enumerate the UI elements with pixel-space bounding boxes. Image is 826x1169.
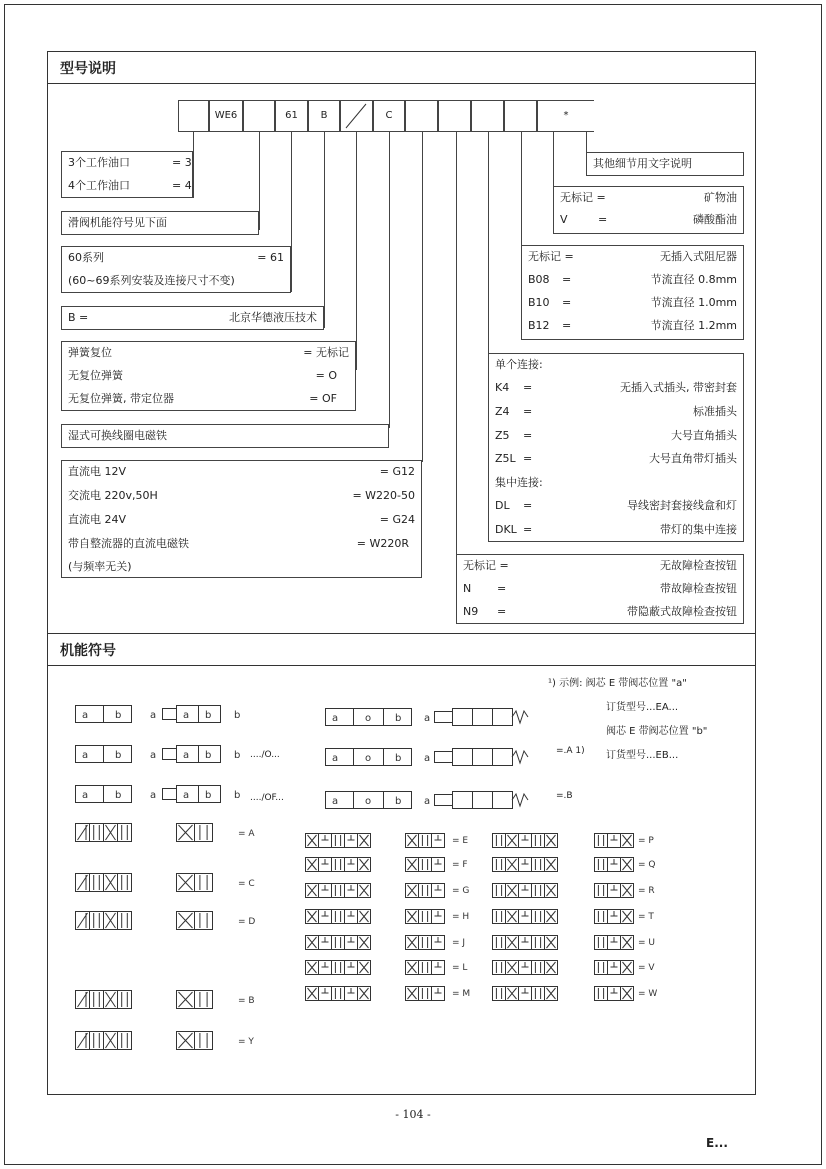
spool-symbol-mid-b <box>405 960 449 976</box>
connector-line <box>488 132 489 354</box>
spool-symbol-left-b <box>176 990 214 1010</box>
svg-text:b: b <box>234 790 241 801</box>
spool-symbol-mid <box>305 960 375 976</box>
oil-key: 无标记 = <box>560 191 606 204</box>
override-eq: = <box>497 582 507 595</box>
spool-symbol-right <box>492 883 562 899</box>
connection-key: Z5L <box>495 452 516 465</box>
footer-mark: E... <box>706 1136 728 1150</box>
override-value: 带故障检查按钮 <box>660 582 737 595</box>
spool-position-b-note: 阀芯 E 带阀芯位置 "b" <box>606 726 708 737</box>
spool-symbol-right <box>492 986 562 1002</box>
spool-symbol-right <box>492 960 562 976</box>
code-cell: B <box>308 100 340 132</box>
brand-box <box>61 306 324 330</box>
svg-text:a: a <box>183 790 190 801</box>
oil-value: 磷酸酯油 <box>693 213 737 226</box>
connection-value: 大号直角带灯插头 <box>649 452 737 465</box>
connection-key: K4 <box>495 381 510 394</box>
svg-text:a: a <box>150 790 157 801</box>
connector-line <box>259 132 260 230</box>
equals-b-label: =.B <box>556 791 573 801</box>
override-key: N9 <box>463 605 479 618</box>
connection-value: 导线密封套接线盒和灯 <box>627 499 737 512</box>
series-key: (60~69系列安装及连接尺寸不变) <box>68 274 235 287</box>
spool-symbol-mid <box>305 857 375 873</box>
brand-key: B = <box>68 311 89 324</box>
svg-text:b: b <box>395 753 402 764</box>
section-title-model: 型号说明 <box>48 52 755 84</box>
spool-text: 滑阀机能符号见下面 <box>68 216 167 229</box>
connection-value: 标准插头 <box>693 405 737 418</box>
svg-text:b: b <box>205 750 212 761</box>
connection-key: Z4 <box>495 405 510 418</box>
connector-line <box>324 132 325 328</box>
connector-line <box>586 132 587 152</box>
svg-text:b: b <box>115 750 122 761</box>
spool-code-label: = F <box>452 860 468 870</box>
svg-text:a: a <box>332 753 339 764</box>
spool-symbol-right-b <box>594 833 638 849</box>
svg-text:b: b <box>205 710 212 721</box>
connection-key: DL <box>495 499 510 512</box>
orifice-value: 节流直径 1.2mm <box>650 319 737 332</box>
oil-value: 矿物油 <box>704 191 737 204</box>
svg-text:a: a <box>150 710 157 721</box>
page-number: - 104 - <box>395 1108 431 1121</box>
connector-line <box>193 132 194 198</box>
orifice-key: B12 <box>528 319 550 332</box>
spring-box <box>61 341 356 411</box>
code-cell: 61 <box>275 100 308 132</box>
spool-symbol-mid-b <box>405 986 449 1002</box>
code-cell <box>471 100 504 132</box>
spring-value: = O <box>315 369 337 382</box>
override-key: 无标记 = <box>463 559 509 572</box>
spool-code-label: = P <box>638 836 654 846</box>
code-cell <box>438 100 471 132</box>
override-value: 无故障检查按钮 <box>660 559 737 572</box>
spool-code-label: = E <box>452 836 469 846</box>
connector-line <box>422 132 423 462</box>
code-cell: * <box>537 100 594 132</box>
spool-code-label: = W <box>638 989 658 999</box>
spool-symbol-left <box>75 911 133 931</box>
svg-text:b: b <box>234 710 241 721</box>
connector-line <box>521 132 522 246</box>
orifice-box <box>521 245 744 340</box>
spool-symbol-right <box>492 857 562 873</box>
valve-2pos-symbol <box>75 745 133 763</box>
svg-text:b: b <box>395 796 402 807</box>
spring-value: = 无标记 <box>303 346 349 359</box>
svg-text:a: a <box>183 710 190 721</box>
connection-eq: = <box>523 452 533 465</box>
spool-symbol-left <box>75 990 133 1010</box>
spool-code-label: = M <box>452 989 471 999</box>
connection-key: Z5 <box>495 429 510 442</box>
svg-text:a: a <box>332 796 339 807</box>
spool-symbol-right-b <box>594 883 638 899</box>
svg-text:b: b <box>115 790 122 801</box>
valve-3pos-solenoid <box>424 748 536 766</box>
connection-value: 大号直角插头 <box>671 429 737 442</box>
spool-symbol-mid-b <box>405 909 449 925</box>
spool-symbol-mid <box>305 833 375 849</box>
connection-key: DKL <box>495 523 517 536</box>
spool-symbol-mid <box>305 909 375 925</box>
svg-text:b: b <box>205 790 212 801</box>
series-value: = 61 <box>257 251 284 264</box>
spool-symbol-right-b <box>594 986 638 1002</box>
connector-line <box>456 132 457 554</box>
spool-symbol-right-b <box>594 935 638 951</box>
svg-text:a: a <box>82 750 89 761</box>
valve-solenoid-symbol <box>150 785 242 803</box>
variant-o-label: ..../O... <box>250 750 280 760</box>
coil-box <box>61 424 389 448</box>
valve-3pos-symbol <box>325 708 415 726</box>
connection-box <box>488 353 744 542</box>
spring-key: 无复位弹簧, 带定位器 <box>68 392 174 405</box>
orifice-key: B10 <box>528 296 550 309</box>
spool-symbol-right <box>492 833 562 849</box>
valve-3pos-solenoid <box>424 708 536 726</box>
spool-symbol-left <box>75 1031 133 1051</box>
code-cell <box>243 100 275 132</box>
connection-eq: = <box>523 381 533 394</box>
orifice-value: 节流直径 0.8mm <box>650 273 737 286</box>
ports-eq: = 3 <box>172 156 192 169</box>
other-details-text: 其他细节用文字说明 <box>593 157 692 170</box>
ports-key: 3个工作油口 <box>68 156 130 169</box>
spool-code-label: = H <box>452 912 470 922</box>
voltage-key: 带自整流器的直流电磁铁 <box>68 537 189 550</box>
orifice-value: 无插入式阻尼器 <box>660 250 737 263</box>
spool-code-label: = Q <box>638 860 656 870</box>
connection-key: 集中连接: <box>495 476 543 489</box>
svg-text:a: a <box>82 790 89 801</box>
valve-3pos-solenoid <box>424 791 536 809</box>
spool-symbol-mid <box>305 883 375 899</box>
coil-text: 湿式可换线圈电磁铁 <box>68 429 167 442</box>
svg-text:o: o <box>365 713 372 724</box>
spring-key: 无复位弹簧 <box>68 369 123 382</box>
spool-symbol-mid <box>305 935 375 951</box>
override-key: N <box>463 582 472 595</box>
valve-solenoid-symbol <box>150 705 242 723</box>
svg-text:a: a <box>424 713 431 724</box>
orifice-key: 无标记 = <box>528 250 574 263</box>
svg-text:o: o <box>365 796 372 807</box>
svg-text:o: o <box>365 753 372 764</box>
spool-symbol-mid-b <box>405 883 449 899</box>
spool-symbol-right-b <box>594 909 638 925</box>
spool-symbol-mid-b <box>405 857 449 873</box>
override-box <box>456 554 744 624</box>
spool-code-label: = Y <box>238 1037 254 1047</box>
spool-symbol-mid <box>305 986 375 1002</box>
connection-eq: = <box>523 405 533 418</box>
spool-symbol-left-b <box>176 911 214 931</box>
spool-code-label: = B <box>238 996 255 1006</box>
connection-eq: = <box>523 523 533 536</box>
code-cell <box>405 100 438 132</box>
voltage-key: (与频率无关) <box>68 560 132 573</box>
series-key: 60系列 <box>68 251 104 264</box>
connection-value: 无插入式插头, 带密封套 <box>620 381 737 394</box>
orifice-value: 节流直径 1.0mm <box>650 296 737 309</box>
spool-code-label: = C <box>238 879 255 889</box>
spool-symbol-mid-b <box>405 833 449 849</box>
valve-3pos-symbol <box>325 791 415 809</box>
valve-solenoid-symbol <box>150 745 242 763</box>
series-box <box>61 246 291 293</box>
order-code-a: 订货型号...EA... <box>606 702 679 713</box>
orifice-eq: = <box>562 296 572 309</box>
spool-code-label: = L <box>452 963 468 973</box>
spool-code-label: = U <box>638 938 655 948</box>
brand-value: 北京华德液压技术 <box>229 311 317 324</box>
equals-a1-label: =.A 1) <box>556 746 585 756</box>
voltage-key: 交流电 220v,50H <box>68 489 158 502</box>
connector-line <box>389 132 390 428</box>
spool-code-label: = V <box>638 963 655 973</box>
spool-symbol-left-b <box>176 873 214 893</box>
voltage-value: = G12 <box>379 465 415 478</box>
code-cell <box>178 100 209 132</box>
variant-of-label: ..../OF... <box>250 793 284 803</box>
spool-code-label: = R <box>638 886 655 896</box>
oil-box <box>553 186 744 234</box>
order-code-b: 订货型号...EB... <box>606 750 679 761</box>
svg-text:b: b <box>234 750 241 761</box>
spool-code-label: = J <box>452 938 466 948</box>
spool-code-label: = T <box>638 912 654 922</box>
code-slash <box>340 100 373 132</box>
orifice-eq: = <box>562 319 572 332</box>
svg-text:a: a <box>424 796 431 807</box>
svg-text:a: a <box>183 750 190 761</box>
section-title-function: 机能符号 <box>48 634 755 666</box>
ports-key: 4个工作油口 <box>68 179 130 192</box>
connection-eq: = <box>523 429 533 442</box>
ports-box <box>61 151 193 198</box>
connection-eq: = <box>523 499 533 512</box>
orifice-eq: = <box>562 273 572 286</box>
valve-3pos-symbol <box>325 748 415 766</box>
spool-symbol-right-b <box>594 857 638 873</box>
svg-text:a: a <box>150 750 157 761</box>
oil-eq: = <box>598 213 608 226</box>
spool-symbol-left-b <box>176 1031 214 1051</box>
voltage-value: = G24 <box>379 513 415 526</box>
other-details-box <box>586 152 744 176</box>
svg-text:a: a <box>82 710 89 721</box>
voltage-key: 直流电 12V <box>68 465 127 478</box>
connector-line <box>553 132 554 186</box>
svg-text:a: a <box>424 753 431 764</box>
spool-symbol-mid-b <box>405 935 449 951</box>
valve-2pos-symbol <box>75 705 133 723</box>
spool-symbol-left <box>75 823 133 843</box>
voltage-key: 直流电 24V <box>68 513 127 526</box>
spool-symbol-right <box>492 935 562 951</box>
spool-symbol-left <box>75 873 133 893</box>
spool-code-label: = A <box>238 829 255 839</box>
voltage-value: = W220-50 <box>352 489 415 502</box>
orifice-key: B08 <box>528 273 550 286</box>
spring-key: 弹簧复位 <box>68 346 112 359</box>
spool-symbol-left-b <box>176 823 214 843</box>
svg-text:b: b <box>115 710 122 721</box>
connector-line <box>291 132 292 292</box>
override-value: 带隐蔽式故障检查按钮 <box>627 605 737 618</box>
code-cell: WE6 <box>209 100 243 132</box>
ports-eq: = 4 <box>172 179 192 192</box>
voltage-value: = W220R <box>356 537 409 550</box>
voltage-box <box>61 460 422 578</box>
spool-code-label: = D <box>238 917 256 927</box>
code-cell <box>504 100 537 132</box>
svg-text:a: a <box>332 713 339 724</box>
valve-2pos-symbol <box>75 785 133 803</box>
code-cell: C <box>373 100 405 132</box>
spool-symbol-right <box>492 909 562 925</box>
oil-key: V <box>560 213 568 226</box>
connection-value: 带灯的集中连接 <box>660 523 737 536</box>
example-note: ¹) 示例: 阀芯 E 带阀芯位置 "a" <box>548 678 687 689</box>
connector-line <box>356 132 357 370</box>
spool-box <box>61 211 259 235</box>
spool-symbol-right-b <box>594 960 638 976</box>
svg-text:b: b <box>395 713 402 724</box>
override-eq: = <box>497 605 507 618</box>
connection-key: 单个连接: <box>495 358 543 371</box>
spring-value: = OF <box>309 392 337 405</box>
spool-code-label: = G <box>452 886 470 896</box>
